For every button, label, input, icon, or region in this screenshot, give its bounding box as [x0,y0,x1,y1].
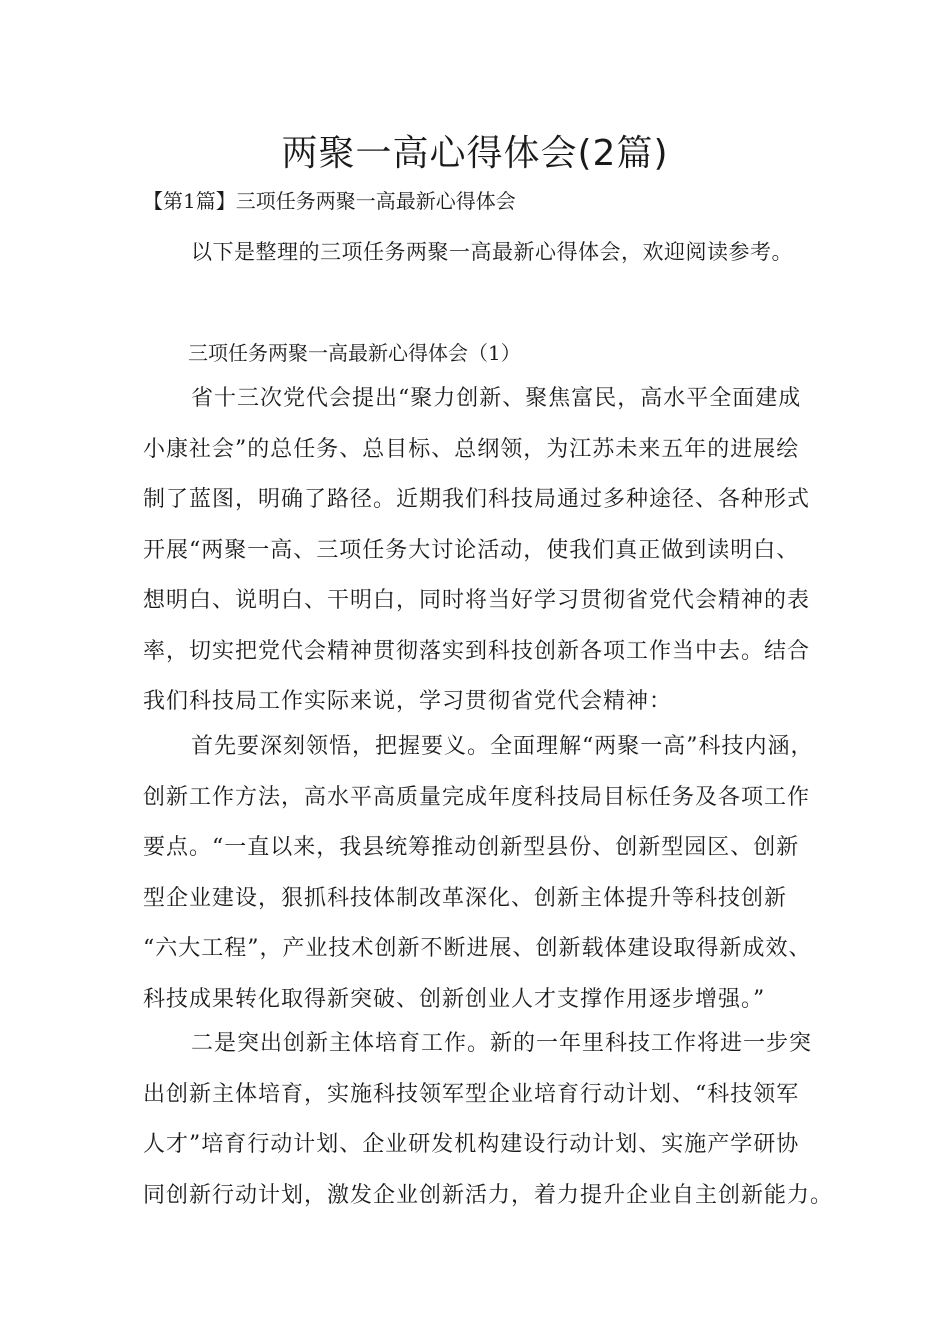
paragraph-line: 小康社会”的总任务、总目标、总纲领，为江苏未来五年的进展绘 [143,436,800,462]
paragraph-line: 开展“两聚一高、三项任务大讨论活动，使我们真正做到读明白、 [143,537,800,563]
document-title: 两聚一高心得体会(2篇) [281,133,669,174]
article-subheading: 【第1篇】三项任务两聚一高最新心得体会 [143,189,516,213]
body-paragraph-1 [143,374,843,728]
paragraph-line: 想明白、说明白、干明白，同时将当好学习贯彻省党代会精神的表 [143,588,811,613]
paragraph-line: 科技成果转化取得新突破、创新创业人才支撑作用逐步增强。” [143,986,766,1012]
paragraph-line: 二是突出创新主体培育工作。新的一年里科技工作将进一步突 [191,1031,813,1056]
paragraph-line: “六大工程”，产业技术创新不断进展、创新载体建设取得新成效、 [143,936,812,961]
paragraph-line: 同创新行动计划，激发企业创新活力，着力提升企业自主创新能力。 [143,1182,834,1208]
paragraph-line: 人才”培育行动计划、企业研发机构建设行动计划、实施产学研协 [143,1132,800,1157]
paragraph-line: 出创新主体培育，实施科技领军型企业培育行动计划、“科技领军 [143,1081,800,1107]
body-paragraph-3 [143,1019,843,1221]
paragraph-line: 我们科技局工作实际来说，学习贯彻省党代会精神： [143,689,673,714]
paragraph-line: 制了蓝图，明确了路径。近期我们科技局通过多种途径、各种形式 [143,487,811,512]
intro-paragraph: 以下是整理的三项任务两聚一高最新心得体会，欢迎阅读参考。 [191,240,793,264]
section-title: 三项任务两聚一高最新心得体会（1） [188,341,521,365]
paragraph-line: 型企业建设，狠抓科技体制改革深化、创新主体提升等科技创新 [143,885,788,911]
paragraph-line: 首先要深刻领悟，把握要义。全面理解“两聚一高”科技内涵， [191,734,814,759]
paragraph-line: 要点。“一直以来，我县统筹推动创新型县份、创新型园区、创新 [143,835,800,860]
paragraph-line: 创新工作方法，高水平高质量完成年度科技局目标任务及各项工作 [143,784,811,810]
paragraph-line: 省十三次党代会提出“聚力创新、聚焦富民，高水平全面建成 [191,386,802,411]
paragraph-line: 率，切实把党代会精神贯彻落实到科技创新各项工作当中去。结合 [143,638,811,664]
body-paragraph-2 [143,722,843,1025]
